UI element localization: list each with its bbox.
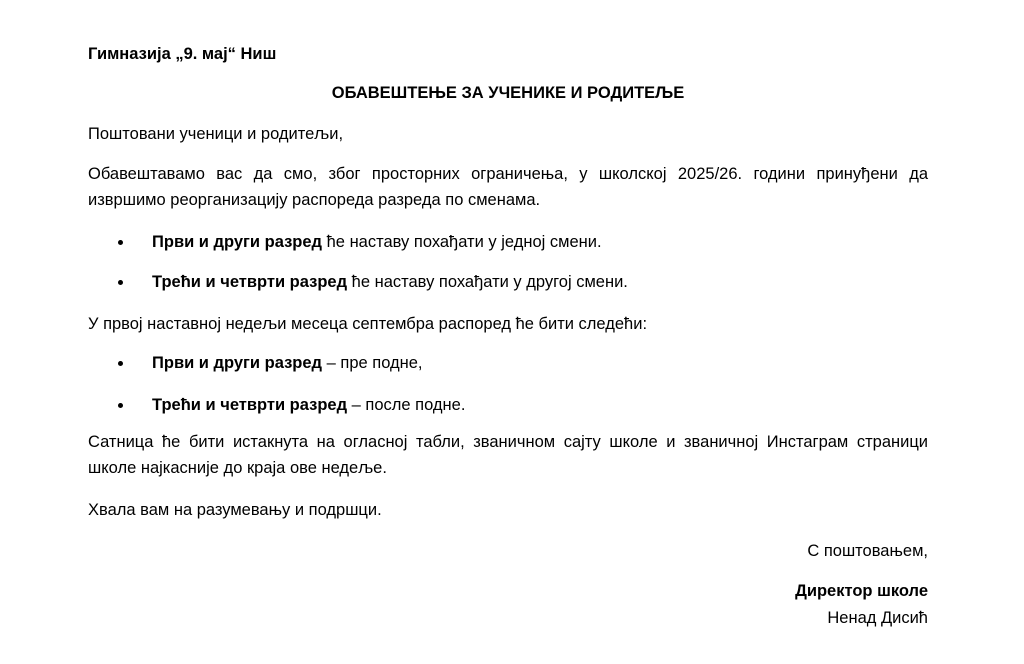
school-name: Гимназија „9. мај“ Ниш [88,45,277,63]
notice-title: ОБАВЕШТЕЊЕ ЗА УЧЕНИКЕ И РОДИТЕЉЕ [331,84,685,102]
list-item-text [152,394,465,416]
bullet-icon [118,240,123,245]
bullet-icon [118,361,123,366]
list-item-text [152,271,628,293]
list-item-bold: Трећи и четврти разред [152,396,348,414]
signer-role: Директор школе [795,582,928,600]
schedule-intro-paragraph: У првој наставној недељи месеца септембра распоред ће бити следећи: [88,315,648,333]
thanks-line: Хвала вам на разумевању и подршци. [88,501,382,519]
timetable-paragraph: Сатница ће бити истакнута на огласној табли, званичном сајту школе и званичној Инстаграм страници школе најкасније до краја ове недеље. [88,433,928,477]
list-item-text [152,231,602,253]
list-item-bold: Трећи и четврти разред [152,273,348,291]
bullet-icon [118,403,123,408]
list-item-bold: Први и други разред [152,233,323,251]
greeting: Поштовани ученици и родитељи, [88,125,344,143]
list-item-rest: ће наставу похађати у другој смени. [347,273,628,291]
intro-paragraph: Обавештавамо вас да смо, због просторних ограничења, у школској 2025/26. години принуђени да извршимо реорганизацију распореда разреда по сменама. [88,165,928,209]
list-item-bold: Први и други разред [152,354,323,372]
bullet-icon [118,280,123,285]
signer-name: Ненад Дисић [827,609,928,627]
list-item-text [152,352,423,374]
list-item-rest: ће наставу похађати у једној смени. [322,233,602,251]
closing-line: С поштовањем, [807,542,928,560]
list-item-rest: – пре подне, [322,354,423,372]
list-item-rest: – после подне. [347,396,466,414]
